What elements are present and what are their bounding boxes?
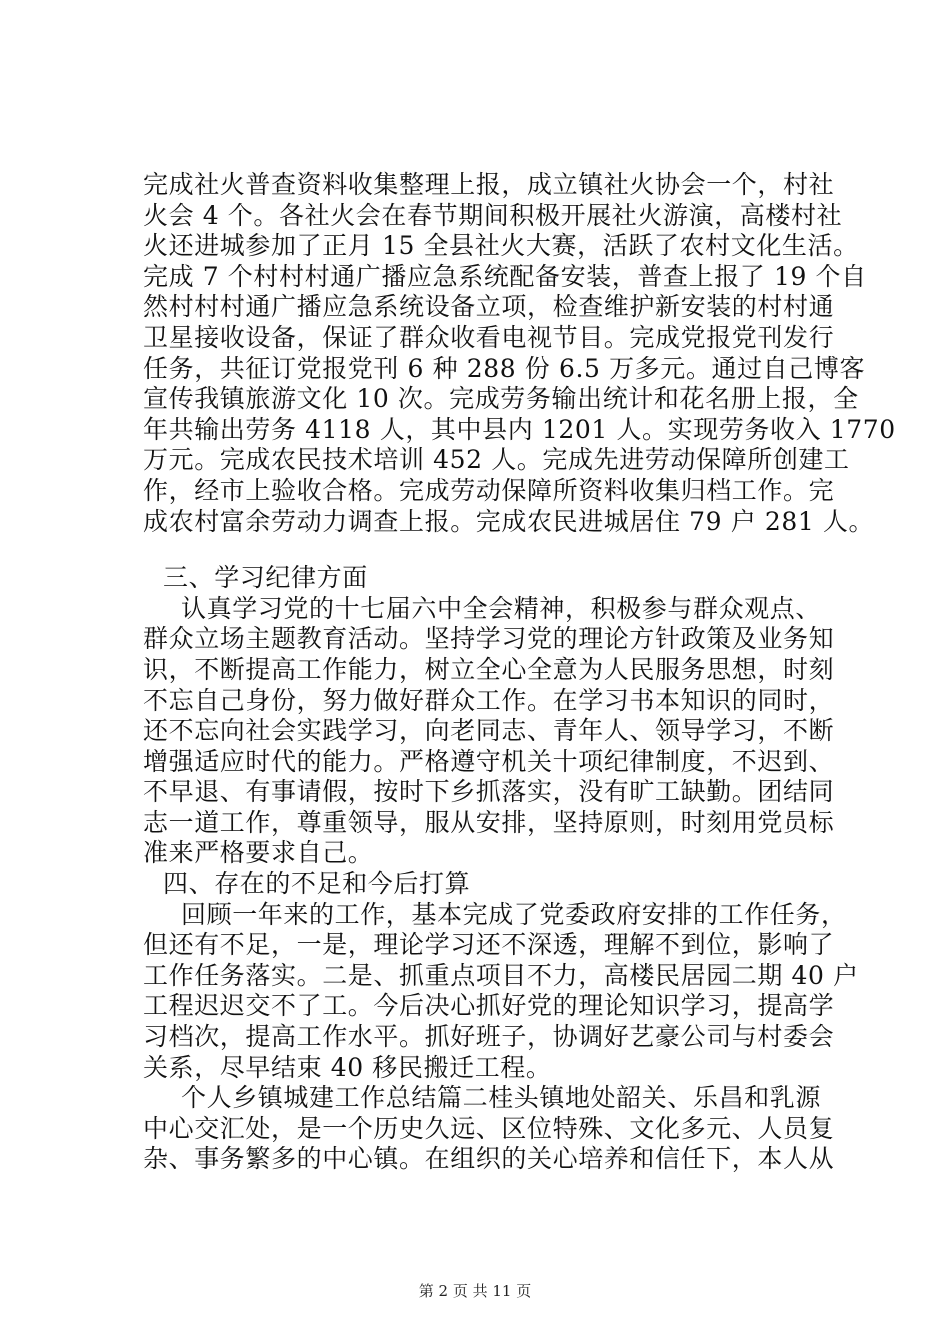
paragraph-gap bbox=[143, 537, 843, 563]
text-line: 杂、事务繁多的中心镇。在组织的关心培养和信任下，本人从 bbox=[143, 1144, 835, 1174]
text-line: 群众立场主题教育活动。坚持学习党的理论方针政策及业务知 bbox=[143, 624, 835, 654]
text-line: 认真学习党的十七届六中全会精神，积极参与群众观点、 bbox=[181, 593, 822, 623]
text-line: 成农村富余劳动力调查上报。完成农民进城居住 79 户 281 人。 bbox=[143, 506, 875, 536]
paragraph-shortcomings-plans bbox=[143, 899, 859, 1084]
text-line: 但还有不足，一是，理论学习还不深透，理解不到位，影响了 bbox=[143, 930, 835, 960]
text-line: 宣传我镇旅游文化 10 次。完成劳务输出统计和花名册上报，全 bbox=[143, 384, 859, 414]
text-line: 中心交汇处，是一个历史久远、区位特殊、文化多元、人员复 bbox=[143, 1113, 835, 1143]
paragraph-cultural-work bbox=[143, 170, 896, 537]
text-line: 工作任务落实。二是、抓重点项目不力，高楼民居园二期 40 户 bbox=[143, 960, 859, 990]
text-line: 任务，共征订党报党刊 6 种 288 份 6.5 万多元。通过自己博客 bbox=[143, 353, 866, 383]
text-line: 年共输出劳务 4118 人，其中县内 1201 人。实现劳务收入 1770 bbox=[143, 414, 896, 444]
text-line: 个人乡镇城建工作总结篇二桂头镇地处韶关、乐昌和乳源 bbox=[181, 1083, 822, 1113]
text-line: 志一道工作，尊重领导，服从安排，坚持原则，时刻用党员标 bbox=[143, 807, 835, 837]
text-line: 然村村村通广播应急系统设备立项，检查维护新安装的村村通 bbox=[143, 292, 835, 322]
document-body bbox=[143, 170, 896, 1175]
text-line: 万元。完成农民技术培训 452 人。完成先进劳动保障所创建工 bbox=[143, 445, 850, 475]
text-line: 不早退、有事请假，按时下乡抓落实，没有旷工缺勤。团结同 bbox=[143, 777, 835, 807]
text-line: 不忘自己身份，努力做好群众工作。在学习书本知识的同时， bbox=[143, 685, 835, 715]
text-line: 火还进城参加了正月 15 全县社火大赛，活跃了农村文化生活。 bbox=[143, 231, 859, 261]
text-line: 识，不断提高工作能力，树立全心全意为人民服务思想，时刻 bbox=[143, 654, 835, 684]
text-line: 还不忘向社会实践学习，向老同志、青年人、领导学习，不断 bbox=[143, 716, 835, 746]
section-heading-study-discipline: 三、学习纪律方面 bbox=[163, 563, 368, 593]
paragraph-second-summary bbox=[143, 1083, 843, 1175]
text-line: 火会 4 个。各社火会在春节期间积极开展社火游演，高楼村社 bbox=[143, 200, 843, 230]
text-line: 习档次，提高工作水平。抓好班子，协调好艺豪公司与村委会 bbox=[143, 1022, 835, 1052]
text-line: 回顾一年来的工作，基本完成了党委政府安排的工作任务， bbox=[181, 899, 847, 929]
paragraph-study-discipline bbox=[143, 594, 843, 869]
text-line: 增强适应时代的能力。严格遵守机关十项纪律制度，不迟到、 bbox=[143, 746, 835, 776]
text-line: 卫星接收设备，保证了群众收看电视节目。完成党报党刊发行 bbox=[143, 322, 835, 352]
text-line: 工程迟迟交不了工。今后决心抓好党的理论知识学习，提高学 bbox=[143, 991, 835, 1021]
page-number-footer: 第 2 页 共 11 页 bbox=[418, 1282, 532, 1300]
text-line: 完成社火普查资料收集整理上报，成立镇社火协会一个，村社 bbox=[143, 170, 835, 199]
text-line: 作，经市上验收合格。完成劳动保障所资料收集归档工作。完 bbox=[143, 475, 835, 505]
section-heading-shortcomings-plans: 四、存在的不足和今后打算 bbox=[163, 869, 471, 899]
text-line: 准来严格要求自己。 bbox=[143, 838, 374, 868]
text-line: 关系，尽早结束 40 移民搬迁工程。 bbox=[143, 1052, 552, 1082]
text-line: 完成 7 个村村村通广播应急系统配备安装，普查上报了 19 个自 bbox=[143, 261, 867, 291]
